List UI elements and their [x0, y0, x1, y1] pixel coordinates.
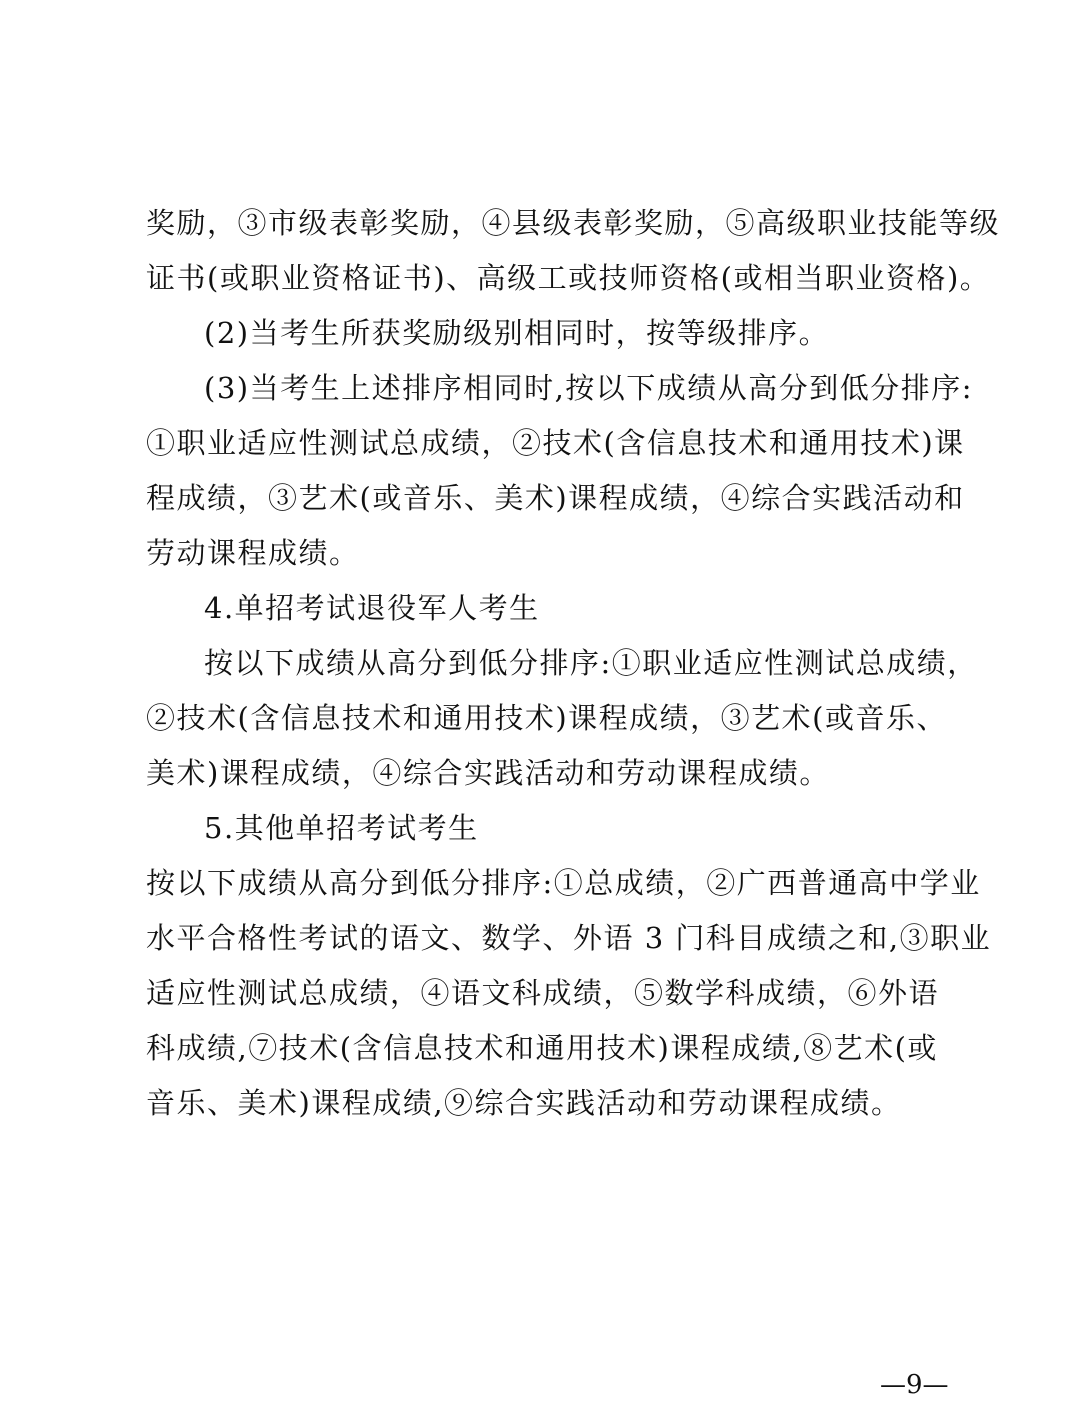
- section-heading-veterans: 4.单招考试退役军人考生: [204, 591, 540, 625]
- text-line-rule-3: (3)当考生上述排序相同时,按以下成绩从高分到低分排序:: [204, 371, 974, 405]
- text-line-certificates: 证书(或职业资格证书)、高级工或技师资格(或相当职业资格)。: [146, 261, 991, 295]
- text-line-rule-3-items-3: 劳动课程成绩。: [146, 536, 360, 570]
- text-line-rule-2: (2)当考生所获奖励级别相同时，按等级排序。: [204, 316, 830, 350]
- text-line-other-2: 水平合格性考试的语文、数学、外语 3 门科目成绩之和,③职业: [146, 921, 992, 955]
- text-line-awards-continued: 奖励，③市级表彰奖励，④县级表彰奖励，⑤高级职业技能等级: [146, 206, 1001, 240]
- text-line-rule-3-items-2: 程成绩，③艺术(或音乐、美术)课程成绩，④综合实践活动和: [146, 481, 965, 515]
- text-line-other-1: 按以下成绩从高分到低分排序:①总成绩，②广西普通高中学业: [146, 866, 981, 900]
- text-line-veterans-3: 美术)课程成绩，④综合实践活动和劳动课程成绩。: [146, 756, 830, 790]
- text-line-other-3: 适应性测试总成绩，④语文科成绩，⑤数学科成绩，⑥外语: [146, 976, 940, 1010]
- text-line-rule-3-items-1: ①职业适应性测试总成绩，②技术(含信息技术和通用技术)课: [146, 426, 965, 460]
- section-heading-other-candidates: 5.其他单招考试考生: [204, 811, 479, 845]
- text-line-veterans-1: 按以下成绩从高分到低分排序:①职业适应性测试总成绩，: [204, 646, 978, 680]
- page-number: —9—: [880, 1370, 949, 1400]
- text-line-other-4: 科成绩,⑦技术(含信息技术和通用技术)课程成绩,⑧艺术(或: [146, 1031, 938, 1065]
- text-line-veterans-2: ②技术(含信息技术和通用技术)课程成绩，③艺术(或音乐、: [146, 701, 947, 735]
- text-line-other-5: 音乐、美术)课程成绩,⑨综合实践活动和劳动课程成绩。: [146, 1086, 902, 1120]
